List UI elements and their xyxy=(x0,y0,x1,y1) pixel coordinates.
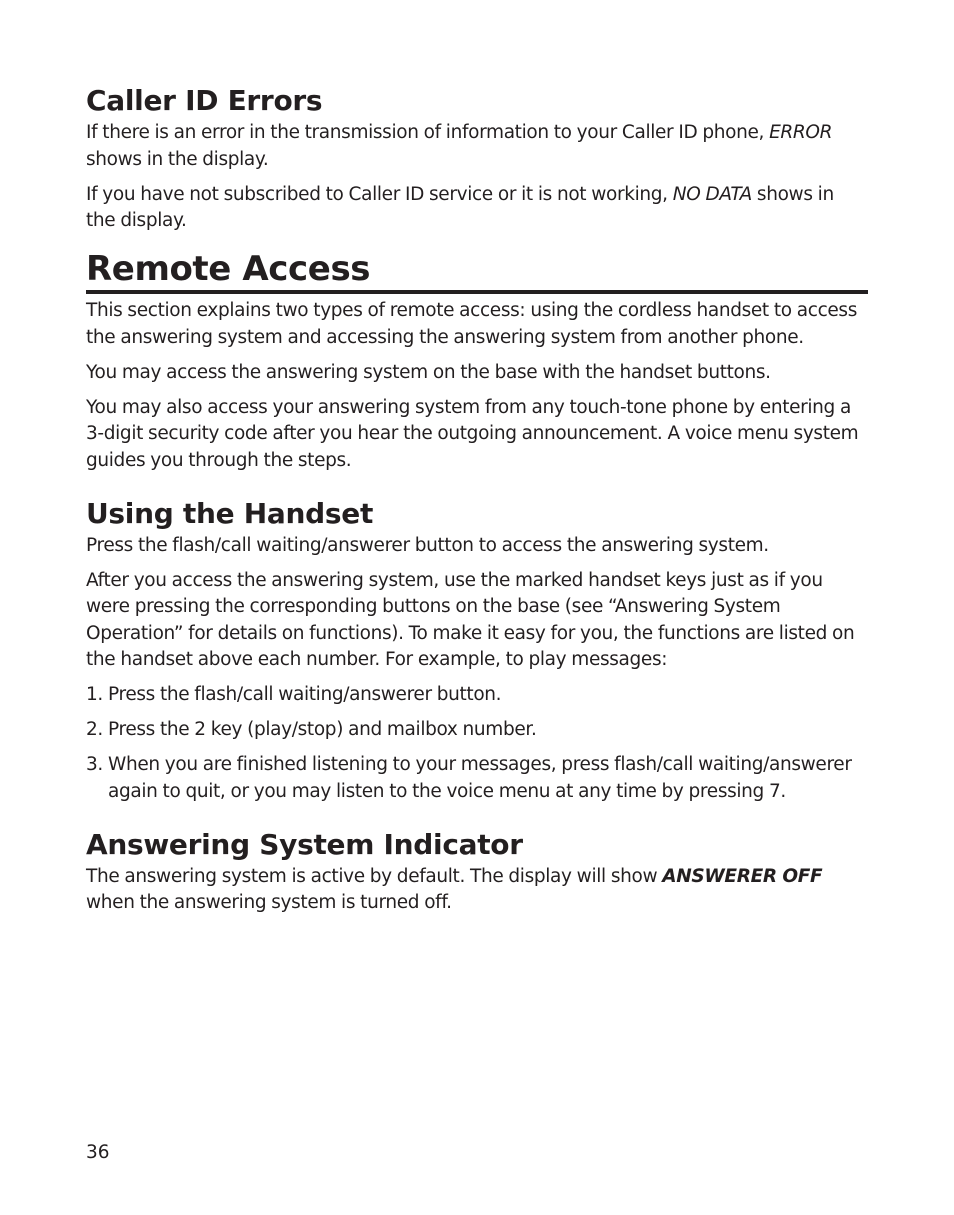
remote-access-paragraph-2: You may access the answering system on the base with the handset buttons. xyxy=(86,361,771,383)
caller-id-errors-heading: Caller ID Errors xyxy=(86,84,323,117)
list-item: 3. When you are finished listening to your messages, press flash/call waiting/answerer again to quit, or you may listen to the voice menu at any time by pressing 7. xyxy=(86,754,852,802)
answering-indicator-heading: Answering System Indicator xyxy=(86,827,523,861)
using-handset-paragraph-1: Press the flash/call waiting/answerer button to access the answering system. xyxy=(86,534,769,556)
using-handset-heading: Using the Handset xyxy=(86,496,374,530)
answerer-off-display-text: ANSWERER OFF xyxy=(662,865,823,887)
list-item: 2. Press the 2 key (play/stop) and mailbox number. xyxy=(86,719,537,740)
using-handset-paragraph-2: After you access the answering system, use the marked handset keys just as if you were pressing the corresponding buttons on the base (see “Answering System Operation” for details on functions). To make it easy for you, the functions are listed on the handset above each number. For example, to play messages: xyxy=(86,569,855,670)
caller-id-errors-paragraph-1: If there is an error in the transmission of information to your Caller ID phone, ERROR shows in the display. xyxy=(86,122,833,170)
no-data-display-text: NO DATA xyxy=(672,183,752,205)
remote-access-paragraph-3: You may also access your answering system from any touch-tone phone by entering a 3-digit security code after you hear the outgoing announcement. A voice menu system guides you through the steps. xyxy=(86,396,859,471)
list-item: 1. Press the flash/call waiting/answerer button. xyxy=(86,684,502,705)
handset-steps-list xyxy=(86,682,868,805)
answering-indicator-paragraph: The answering system is active by default. The display will show ANSWERER OFF when the answering system is turned off. xyxy=(86,865,823,913)
error-display-text: ERROR xyxy=(769,122,833,143)
manual-page-content xyxy=(86,84,868,925)
remote-access-paragraph-1: This section explains two types of remote access: using the cordless handset to access the answering system and accessing the answering system from another phone. xyxy=(86,300,857,348)
caller-id-errors-paragraph-2: If you have not subscribed to Caller ID service or it is not working, NO DATA shows in the display. xyxy=(86,183,834,231)
remote-access-heading: Remote Access xyxy=(86,249,868,294)
page-number: 36 xyxy=(86,1142,110,1163)
